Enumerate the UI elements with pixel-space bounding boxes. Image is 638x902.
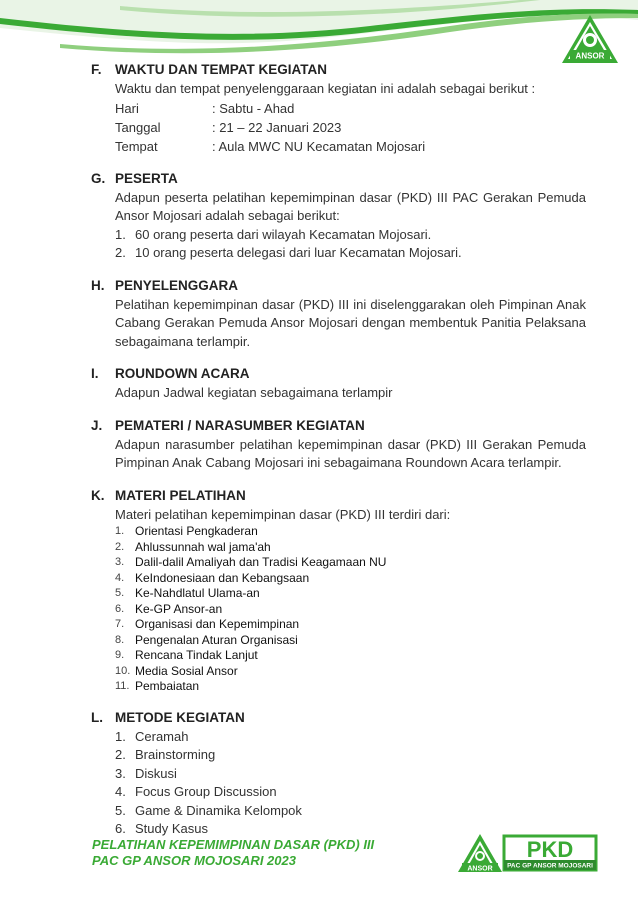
section-title: WAKTU DAN TEMPAT KEGIATAN bbox=[115, 62, 327, 77]
detail-value: : Sabtu - Ahad bbox=[212, 100, 295, 116]
detail-value: : Aula MWC NU Kecamatan Mojosari bbox=[212, 138, 426, 154]
list-item: 4. Focus Group Discussion bbox=[115, 784, 277, 799]
section-intro: Waktu dan tempat penyelenggaraan kegiatan ini adalah sebagai berikut : bbox=[115, 81, 536, 96]
section-letter: I. bbox=[91, 366, 99, 381]
section-pemateri bbox=[91, 416, 586, 473]
list-item: 1. Ceramah bbox=[115, 728, 189, 744]
section-waktu-tempat bbox=[91, 60, 586, 156]
ansor-logo bbox=[561, 14, 619, 64]
section-title: MATERI PELATIHAN bbox=[115, 487, 246, 503]
section-letter: K. bbox=[91, 487, 105, 503]
section-heading bbox=[91, 169, 586, 189]
section-roundown bbox=[91, 364, 586, 403]
section-heading bbox=[91, 364, 586, 384]
list-item: 2. Ahlussunnah wal jama'ah bbox=[115, 539, 271, 554]
section-intro: Adapun peserta pelatihan kepemimpinan dasar (PKD) III PAC Gerakan Pemuda Ansor Mojosari adalah sebagai berikut: bbox=[115, 189, 586, 223]
section-heading bbox=[91, 276, 586, 296]
list-item: 2. Brainstorming bbox=[115, 747, 216, 762]
list-item: 6. Ke-GP Ansor-an bbox=[115, 601, 223, 616]
section-title: PENYELENGGARA bbox=[115, 277, 239, 293]
section-title: ROUNDOWN ACARA bbox=[115, 366, 250, 381]
detail-key: Hari bbox=[115, 100, 139, 116]
list-item: 1. 60 orang peserta dari wilayah Kecamatan Mojosari. bbox=[115, 226, 432, 242]
detail-row bbox=[115, 137, 586, 156]
section-body: Adapun Jadwal kegiatan sebagaimana terlampir bbox=[115, 385, 393, 400]
list-item: 10. Media Sosial Ansor bbox=[115, 663, 238, 678]
pkd-logo bbox=[458, 832, 598, 874]
detail-key: Tempat bbox=[115, 138, 158, 154]
section-letter: J. bbox=[91, 417, 103, 433]
svg-text:PAC GP ANSOR MOJOSARI: PAC GP ANSOR MOJOSARI bbox=[507, 862, 593, 870]
document-body bbox=[91, 60, 586, 852]
svg-text:ANSOR: ANSOR bbox=[575, 51, 605, 61]
section-letter: L. bbox=[91, 709, 103, 725]
detail-value: : 21 – 22 Januari 2023 bbox=[212, 119, 342, 135]
section-penyelenggara bbox=[91, 276, 586, 352]
section-metode bbox=[91, 708, 586, 839]
section-intro: Materi pelatihan kepemimpinan dasar (PKD) III terdiri dari: bbox=[115, 506, 451, 522]
list-item: 3. Diskusi bbox=[115, 765, 177, 781]
section-peserta bbox=[91, 169, 586, 263]
section-letter: G. bbox=[91, 170, 106, 186]
footer-line-1: PELATIHAN KEPEMIMPINAN DASAR (PKD) III bbox=[92, 837, 375, 852]
list-item: 6. Study Kasus bbox=[115, 821, 208, 836]
list-item: 1. Orientasi Pengkaderan bbox=[115, 524, 258, 538]
list-item: 5. Ke-Nahdlatul Ulama-an bbox=[115, 586, 260, 600]
section-letter: F. bbox=[91, 62, 102, 77]
section-heading bbox=[91, 416, 586, 436]
list-item: 8. Pengenalan Aturan Organisasi bbox=[115, 632, 298, 647]
materi-list bbox=[115, 524, 586, 695]
section-letter: H. bbox=[91, 277, 105, 293]
detail-key: Tanggal bbox=[115, 119, 161, 135]
svg-text:ANSOR: ANSOR bbox=[467, 865, 493, 873]
list-item: 3. Dalil-dalil Amaliyah dan Tradisi Keagamaan NU bbox=[115, 555, 387, 569]
section-title: METODE KEGIATAN bbox=[115, 709, 245, 725]
section-heading bbox=[91, 486, 586, 506]
list-item: 11. Pembaiatan bbox=[115, 679, 200, 693]
footer-caption bbox=[92, 837, 374, 869]
list-item: 7. Organisasi dan Kepemimpinan bbox=[115, 617, 300, 631]
detail-row bbox=[115, 118, 586, 137]
section-heading bbox=[91, 708, 586, 728]
detail-row bbox=[115, 99, 586, 118]
section-title: PESERTA bbox=[115, 170, 178, 186]
metode-list bbox=[115, 728, 586, 839]
svg-text:PKD: PKD bbox=[526, 837, 574, 862]
list-item: 9. Rencana Tindak Lanjut bbox=[115, 648, 258, 662]
section-body: Pelatihan kepemimpinan dasar (PKD) III ini diselenggarakan oleh Pimpinan Anak Cabang Gerakan Pemuda Ansor Mojosari dengan membentuk Panitia Pelaksana sebagaimana terlampir. bbox=[115, 296, 586, 349]
list-item: 2. 10 orang peserta delegasi dari luar Kecamatan Mojosari. bbox=[115, 245, 462, 260]
footer-line-2: PAC GP ANSOR MOJOSARI 2023 bbox=[92, 853, 296, 868]
participant-list bbox=[115, 226, 586, 263]
section-heading bbox=[91, 60, 586, 80]
section-materi bbox=[91, 486, 586, 695]
section-title: PEMATERI / NARASUMBER KEGIATAN bbox=[115, 417, 365, 433]
list-item: 4. KeIndonesiaan dan Kebangsaan bbox=[115, 570, 310, 585]
list-item: 5. Game & Dinamika Kelompok bbox=[115, 802, 302, 818]
section-body: Adapun narasumber pelatihan kepemimpinan dasar (PKD) III Gerakan Pemuda Pimpinan Anak Cabang Mojosari ini sebagaimana Roundown Acara terlampir. bbox=[115, 436, 586, 470]
